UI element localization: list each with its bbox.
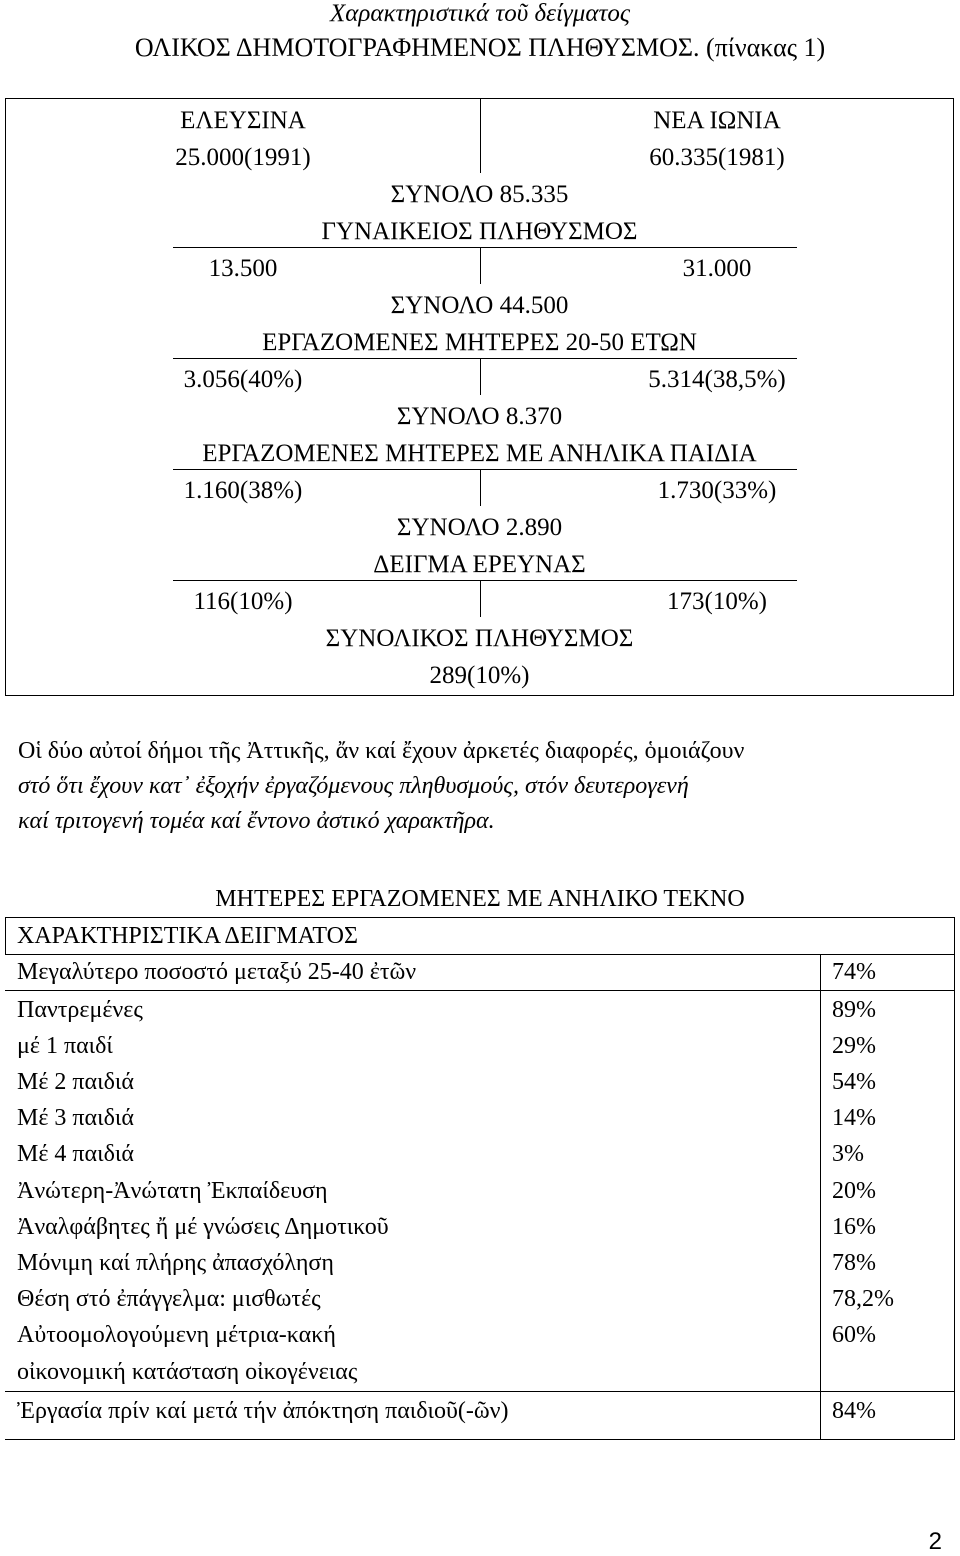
table-row-value: 84% [832,1398,876,1424]
paragraph-line: στό ὅτι ἔχουν κατ᾽ ἐξοχήν ἐργαζόμενους πληθυσμούς, στόν δευτερογενή [18,773,689,799]
table-2-heading: ΜΗΤΕΡΕΣ ΕΡΓΑΖΟΜΕΝΕΣ ΜΕ ΑΝΗΛΙΚΟ ΤΕΚΝΟ [215,886,745,912]
cell-left: 25.000(1991) [175,144,311,171]
table-row-value: 20% [832,1178,876,1204]
table-row-total: ΣΥΝΟΛΟ 8.370 [396,403,563,430]
cell-left: 116(10%) [193,588,293,615]
paragraph-line: Οἱ δύο αὐτοί δήμοι τῆς Ἀττικῆς, ἄν καί ἔχουν ἀρκετές διαφορές, ὁμοιάζουν [18,738,745,764]
table-row-value: 16% [832,1214,876,1240]
table-row-label: Μέ 3 παιδιά [17,1105,134,1131]
page-number: 2 [928,1528,942,1555]
table-row-section: ΕΡΓΑΖΟΜΕΝΕΣ ΜΗΤΕΡΕΣ 20-50 ΕΤΩΝ [262,329,697,356]
cell-left: 13.500 [208,255,278,282]
table-row-label: Θέση στό ἐπάγγελμα: μισθωτές [17,1286,321,1312]
table-row-label: Ἀναλφάβητες ἤ μέ γνώσεις Δημοτικοῦ [17,1214,389,1240]
table-row-total: ΣΥΝΟΛΟ 44.500 [390,292,569,319]
column-divider [820,954,821,1439]
table-row-section: ΕΡΓΑΖΟΜΕΝΕΣ ΜΗΤΕΡΕΣ ΜΕ ΑΝΗΛΙΚΑ ΠΑΙΔΙΑ [202,440,757,467]
table-row-label: Παντρεμένες [17,997,143,1023]
table-border [954,917,955,954]
cell-right: 60.335(1981) [649,144,785,171]
table-row [6,472,953,509]
table-row-value: 3% [832,1141,864,1167]
table-row [6,250,953,287]
table-row-value: 29% [832,1033,876,1059]
table-border [5,917,6,954]
cell-left: 1.160(38%) [183,477,303,504]
table-row-label: Μεγαλύτερο ποσοστό μεταξύ 25-40 ἐτῶν [17,959,417,985]
table-row-section: ΓΥΝΑΙΚΕΙΟΣ ΠΛΗΘΥΣΜΟΣ [321,218,638,245]
cell-right: 1.730(33%) [657,477,777,504]
table-row-section: ΣΥΝΟΛΙΚΟΣ ΠΛΗΘΥΣΜΟΣ [325,625,634,652]
table-row-total: ΣΥΝΟΛΟ 85.335 [390,181,569,208]
cell-right: 173(10%) [667,588,767,615]
municipality-nea-ionia: ΝΕΑ ΙΩΝΙΑ [653,107,781,134]
table-row-value: 60% [832,1322,876,1348]
cell-left: 3.056(40%) [183,366,303,393]
cell-right: 31.000 [682,255,752,282]
table-row-total: ΣΥΝΟΛΟ 2.890 [396,514,563,541]
table-border [954,954,955,1439]
table-caption: ΧΑΡΑΚΤΗΡΙΣΤΙΚΑ ΔΕΙΓΜΑΤΟΣ [17,923,358,949]
table-row-label: οἰκονομική κατάσταση οἰκογένειας [17,1359,358,1385]
table-row-label: Μόνιμη καί πλήρης ἀπασχόληση [17,1250,334,1276]
municipality-elefsina: ΕΛΕΥΣΙΝΑ [180,107,306,134]
cell-right: 5.314(38,5%) [648,366,786,393]
table-row-label: Αὐτοομολογούμενη μέτρια-κακή [17,1322,336,1348]
table-row-label: μέ 1 παιδί [17,1033,113,1059]
table-border [5,917,955,918]
table-row-total: 289(10%) [429,662,530,689]
table-row-label: Ἐργασία πρίν καί μετά τήν ἀπόκτηση παιδιοῦ(-ῶν) [17,1398,509,1424]
table-row-label: Ἀνώτερη-Ἀνώτατη Ἐκπαίδευση [17,1178,328,1204]
table-row-value: 74% [832,959,876,985]
table-row-label: Μέ 4 παιδιά [17,1141,134,1167]
row-separator [5,990,955,991]
table-row-value: 89% [832,997,876,1023]
table-row-value: 78% [832,1250,876,1276]
row-separator [5,1391,955,1392]
table-row [6,102,953,139]
table-row-value: 54% [832,1069,876,1095]
table-row-label: Μέ 2 παιδιά [17,1069,134,1095]
table-1-subtitle: ΟΛΙΚΟΣ ΔΗΜΟΤΟΓΡΑΦΗΜΕΝΟΣ ΠΛΗΘΥΣΜΟΣ. (πίνακας 1) [134,33,826,62]
sample-characteristics-table [5,917,955,1439]
table-row-section: ΔΕΙΓΜΑ ΕΡΕΥΝΑΣ [373,551,586,578]
table-row [6,361,953,398]
table-row [6,139,953,176]
population-table [5,98,954,696]
table-border [5,1439,955,1440]
paragraph-line: καί τριτογενή τομέα καί ἔντονο ἀστικό χαρακτῆρα. [18,808,495,834]
table-row-value: 78,2% [832,1286,894,1312]
body-paragraph [18,734,948,839]
page-title: Χαρακτηριστικά τοῦ δείγματος [329,0,631,27]
table-row [6,583,953,620]
table-row-value: 14% [832,1105,876,1131]
